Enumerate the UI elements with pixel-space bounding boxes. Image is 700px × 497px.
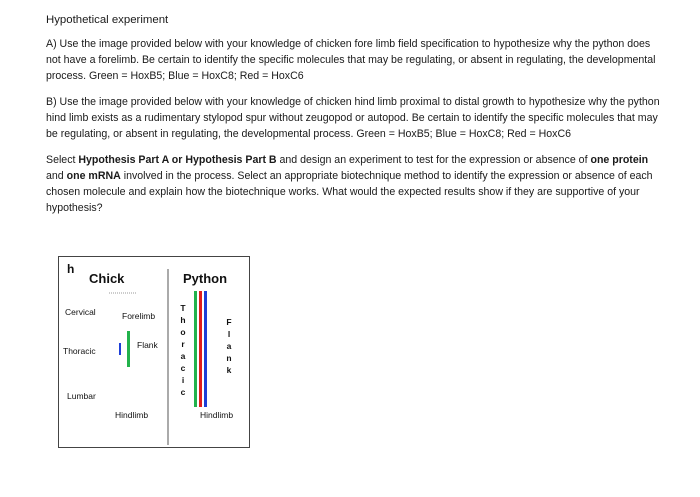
figure-canvas: [59, 257, 249, 447]
select-mid-1: and design an experiment to test for the expression or absence of: [276, 154, 591, 166]
python-hoxb5-bar: [194, 291, 197, 407]
python-thoracic-vertical-label: [180, 303, 186, 397]
chick-hoxc8-bar: [119, 343, 121, 355]
lumbar-label: Lumbar: [67, 391, 96, 401]
python-flank-letter: n: [226, 353, 232, 363]
python-flank-letter: a: [226, 341, 232, 351]
python-thoracic-letter: o: [180, 327, 186, 337]
chick-flank-label: Flank: [137, 340, 158, 350]
python-thoracic-letter: r: [181, 339, 185, 349]
select-bold-mrna: one mRNA: [66, 170, 121, 182]
thoracic-label: Thoracic: [63, 346, 96, 356]
python-heading: Python: [183, 271, 228, 286]
python-hoxc8-bar: [204, 291, 207, 407]
select-suffix: involved in the process. Select an appropriate biotechnique method to identify the expression or absence of each chosen molecule and explain how the biotechnique works. What would the expected results show if they are supportive of your hypothesis?: [46, 170, 653, 214]
select-mid-2: and: [46, 170, 67, 182]
cervical-label: Cervical: [65, 307, 96, 317]
python-thoracic-letter: c: [180, 387, 186, 397]
document: [46, 14, 666, 226]
select-bold-hypothesis: Hypothesis Part A or Hypothesis Part B: [78, 154, 277, 166]
python-hindlimb-label: Hindlimb: [200, 410, 234, 420]
python-thoracic-letter: c: [180, 363, 186, 373]
chick-heading: Chick: [89, 271, 125, 286]
part-b-text: B) Use the image provided below with your knowledge of chicken hind limb proximal to distal growth to hypothesize why the python hind limb exists as a rudimentary stylopod spur without zeugopod or autopod. Be certain to identify the specific molecules that may be regulating, or absent in regulating, the developmental process. Green = HoxB5; Blue = HoxC8; Red = HoxC6: [46, 96, 660, 140]
python-flank-letter: F: [226, 317, 232, 327]
python-thoracic-letter: a: [180, 351, 186, 361]
hox-expression-figure: [58, 256, 250, 448]
python-hoxc6-bar: [199, 291, 202, 407]
select-prefix: Select: [46, 154, 79, 166]
python-thoracic-letter: h: [180, 315, 186, 325]
panel-letter: h: [67, 262, 75, 276]
select-bold-protein: one protein: [590, 154, 649, 166]
python-flank-letter: l: [227, 329, 231, 339]
page-title: Hypothetical experiment: [46, 14, 169, 26]
python-thoracic-letter: i: [181, 375, 185, 385]
chick-hindlimb-label: Hindlimb: [115, 410, 149, 420]
forelimb-label: Forelimb: [122, 311, 156, 321]
chick-hoxb5-bar: [127, 331, 130, 367]
python-flank-letter: k: [226, 365, 232, 375]
part-a-text: A) Use the image provided below with your knowledge of chicken fore limb field specification to hypothesize why the python does not have a forelimb. Be certain to identify the specific molecules that may be regulating, or absent in regulating, the developmental process. Green = HoxB5; Blue = HoxC8; Red = HoxC6: [46, 38, 656, 82]
select-instructions: [46, 152, 666, 216]
python-thoracic-letter: T: [180, 303, 186, 313]
python-flank-vertical-label: [226, 317, 231, 375]
